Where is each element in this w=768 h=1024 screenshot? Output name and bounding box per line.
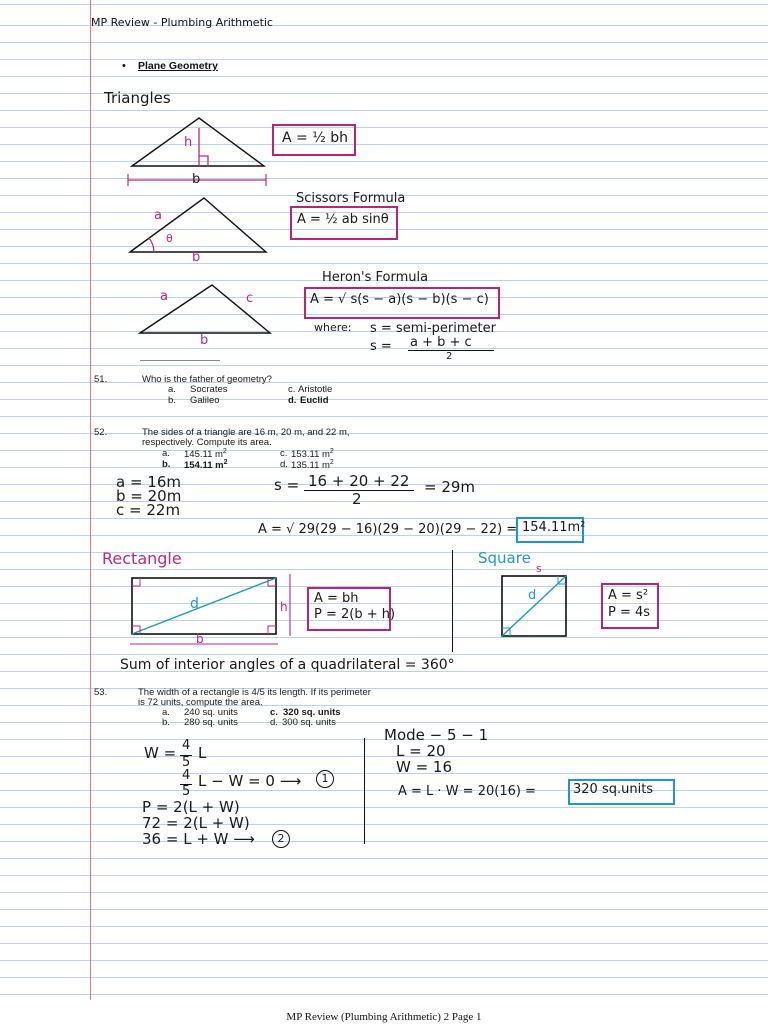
q52-work-c: c = 22m (116, 501, 181, 519)
q52-answer: 154.11m² (522, 520, 586, 535)
q52-work-a: a = 16m (116, 473, 181, 491)
q53-w-denominator: 5 (182, 755, 191, 770)
q51-option-d-letter: d. (288, 395, 297, 406)
square-area-formula: A = s² (608, 588, 649, 603)
q52-question-line2: respectively. Compute its area. (142, 437, 272, 448)
q52-option-d-letter: d. (280, 459, 288, 470)
q53-option-a-letter: a. (162, 707, 170, 718)
rectangle-diagonal-label: d (190, 596, 199, 612)
quadrilateral-angle-note: Sum of interior angles of a quadrilateral = 360° (120, 657, 455, 673)
q51-question: Who is the father of geometry? (142, 374, 272, 385)
scissors-formula: A = ½ ab sinθ (297, 212, 389, 227)
q53-length-value: L = 20 (396, 742, 446, 760)
q51-option-a: Socrates (190, 384, 228, 395)
q53-eq1-numerator: 4 (182, 768, 191, 783)
square-perimeter-formula: P = 4s (608, 605, 651, 620)
rectangle-perimeter-formula: P = 2(b + h) (314, 607, 396, 622)
q53-question-line2: is 72 units, compute the area. (138, 697, 263, 708)
q53-eq2-tag: 2 (272, 830, 290, 848)
q52-s-denominator: 2 (352, 490, 362, 508)
square-figure (494, 566, 580, 642)
q51-number: 51. (94, 374, 108, 385)
q53-eq1-rhs: L − W = 0 ⟶ (198, 772, 302, 790)
heron-where-label: where: (314, 321, 352, 334)
triangle-heron-figure (130, 278, 275, 338)
q52-s-result: = 29m (424, 478, 476, 496)
rectangle-figure (124, 570, 300, 652)
q52-s-numerator: 16 + 20 + 22 (308, 472, 410, 490)
rectangle-title: Rectangle (102, 549, 182, 568)
heron-s-lhs: s = (370, 339, 392, 354)
q53-w-rhs: L (198, 744, 207, 762)
vertical-divider-work (364, 738, 365, 844)
triangle-area-formula: A = ½ bh (282, 130, 348, 146)
rectangle-area-formula: A = bh (314, 591, 359, 606)
q52-option-b-letter: b. (162, 459, 171, 470)
q52-work-b: b = 20m (116, 487, 182, 505)
heron-side-c-label: c (246, 291, 254, 306)
heron-formula: A = √ s(s − a)(s − b)(s − c) (310, 292, 489, 307)
q53-option-a: 240 sq. units (184, 707, 238, 718)
rectangle-base-label: b (196, 632, 204, 646)
q52-s-lhs: s = (274, 476, 300, 494)
q53-eq1-tag: 1 (316, 770, 334, 788)
heron-side-a-label: a (160, 289, 168, 304)
q53-perimeter-2: 72 = 2(L + W) (142, 814, 250, 832)
q51-option-c-letter: c. (288, 384, 296, 395)
q52-option-b: 154.11 $m^2$ (184, 459, 228, 472)
q52-question-line1: The sides of a triangle are 16 m, 20 m, and 22 m, (142, 427, 350, 438)
q52-option-d: 135.11 $m^2$ (291, 459, 334, 472)
page-footer: MP Review (Plumbing Arithmetic) 2 Page 1 (286, 1011, 482, 1023)
scissors-side-a-label: a (154, 208, 162, 223)
q51-option-b-letter: b. (168, 395, 176, 406)
heron-side-b-label: b (200, 333, 209, 348)
q52-option-c-letter: c. (280, 448, 288, 459)
q52-number: 52. (94, 427, 108, 438)
q53-option-c: 320 sq. units (283, 707, 341, 718)
notebook-margin-line (90, 0, 91, 1000)
vertical-divider-shapes (452, 550, 453, 652)
scissors-angle-theta: θ (166, 232, 173, 245)
scissors-side-b-label: b (192, 250, 201, 265)
section-heading: Plane Geometry (138, 60, 218, 72)
square-diagonal-label: d (528, 588, 537, 603)
q53-calculator-mode: Mode − 5 − 1 (384, 726, 489, 744)
q53-area-computation: A = L · W = 20(16) = (398, 784, 536, 799)
q53-eq1-denominator: 5 (182, 784, 191, 799)
q53-option-b: 280 sq. units (184, 717, 238, 728)
q53-w-numerator: 4 (182, 738, 191, 753)
triangle-height-label: h (184, 135, 193, 150)
q53-w-lhs: W = (144, 744, 177, 762)
triangle-base-label: b (192, 172, 201, 187)
q53-option-c-letter: c. (270, 707, 278, 718)
q53-perimeter-3: 36 = L + W ⟶ (142, 830, 255, 848)
heron-formula-name: Heron's Formula (322, 270, 429, 285)
triangles-title: Triangles (104, 89, 171, 107)
heron-s-numerator: a + b + c (410, 335, 472, 350)
q53-option-b-letter: b. (162, 717, 170, 728)
q53-number: 53. (94, 687, 108, 698)
q53-width-value: W = 16 (396, 758, 453, 776)
q51-option-b: Galileo (190, 395, 220, 406)
square-title: Square (478, 549, 531, 567)
scissors-formula-name: Scissors Formula (296, 191, 406, 206)
square-side-label: s (536, 562, 542, 575)
rectangle-height-label: h (280, 600, 288, 614)
q53-option-d-letter: d. (270, 717, 278, 728)
q52-option-a-letter: a. (162, 448, 170, 459)
q51-option-d: Euclid (300, 395, 329, 406)
q52-option-c: 153.11 $m^2$ (291, 448, 334, 461)
q53-question-line1: The width of a rectangle is 4/5 its length. If its perimeter (138, 687, 371, 698)
q53-answer: 320 sq.units (573, 782, 654, 797)
q51-option-c: Aristotle (298, 384, 333, 395)
q53-option-d: 300 sq. units (282, 717, 336, 728)
triangle-scissors-figure (120, 192, 270, 257)
q53-perimeter-1: P = 2(L + W) (142, 798, 240, 816)
q52-option-a: 145.11 $m^2$ (184, 448, 227, 461)
q52-area-computation: A = √ 29(29 − 16)(29 − 20)(29 − 22) = (258, 522, 518, 537)
q51-option-a-letter: a. (168, 384, 176, 395)
section-bullet: • (122, 60, 126, 72)
heron-semi-perimeter-def: s = semi-perimeter (370, 321, 496, 336)
heron-s-denominator: 2 (446, 351, 453, 362)
page-header-title: MP Review - Plumbing Arithmetic (91, 16, 273, 29)
divider-rule (140, 360, 220, 361)
